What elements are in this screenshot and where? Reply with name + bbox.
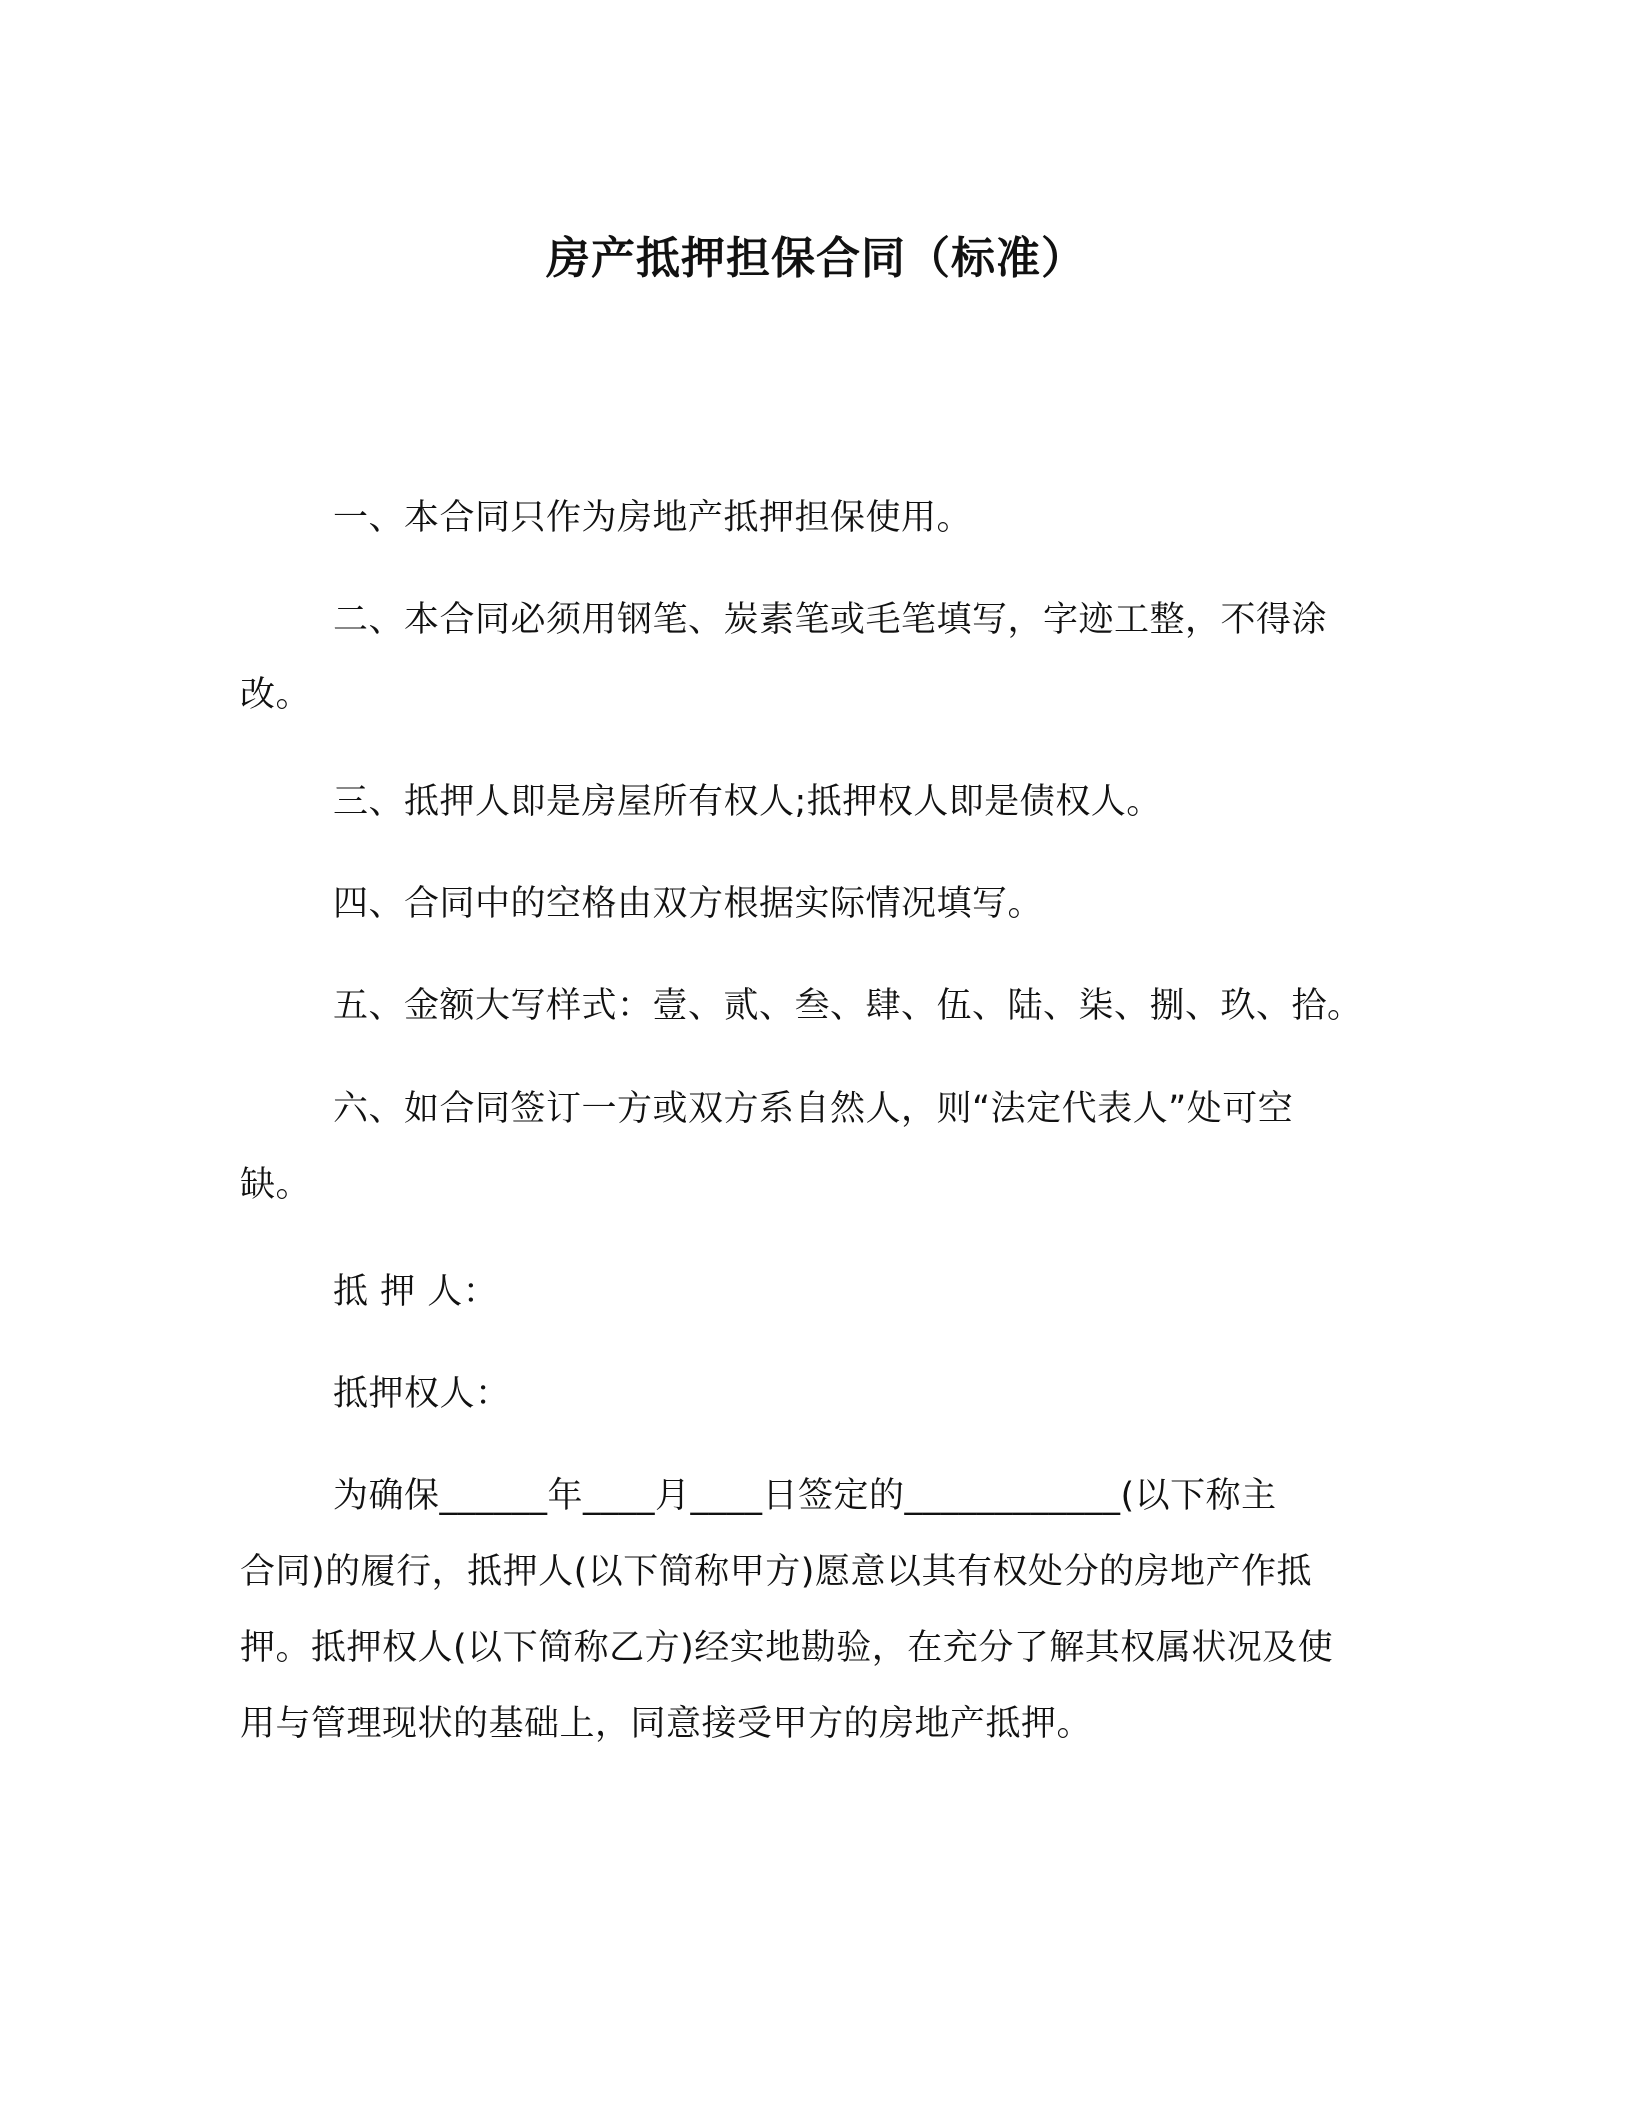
clause-2-cont: 改。 bbox=[240, 675, 312, 715]
preamble-line-2: 合同)的履行，抵押人(以下简称甲方)愿意以其有权处分的房地产作抵 bbox=[240, 1552, 1312, 1592]
preamble-line-1: 为确保______年____月____日签定的____________(以下称主 bbox=[333, 1476, 1277, 1516]
clause-1: 一、本合同只作为房地产抵押担保使用。 bbox=[333, 498, 973, 538]
mortgagor-label: 抵 押 人： bbox=[333, 1272, 499, 1312]
document-title: 房产抵押担保合同（标准） bbox=[546, 233, 1086, 284]
preamble-line-3: 押。抵押权人(以下简称乙方)经实地勘验，在充分了解其权属状况及使 bbox=[240, 1628, 1334, 1668]
clause-6: 六、如合同签订一方或双方系自然人，则“法定代表人”处可空 bbox=[333, 1089, 1294, 1129]
clause-6-cont: 缺。 bbox=[240, 1165, 312, 1205]
clause-2: 二、本合同必须用钢笔、炭素笔或毛笔填写，字迹工整，不得涂 bbox=[333, 600, 1328, 640]
preamble-line-4: 用与管理现状的基础上，同意接受甲方的房地产抵押。 bbox=[240, 1704, 1093, 1744]
clause-4: 四、合同中的空格由双方根据实际情况填写。 bbox=[333, 884, 1044, 924]
clause-5: 五、金额大写样式：壹、贰、叁、肆、伍、陆、柒、捌、玖、拾。 bbox=[333, 986, 1363, 1026]
mortgagee-label: 抵押权人： bbox=[333, 1374, 511, 1414]
clause-3: 三、抵押人即是房屋所有权人;抵押权人即是债权人。 bbox=[333, 782, 1162, 822]
